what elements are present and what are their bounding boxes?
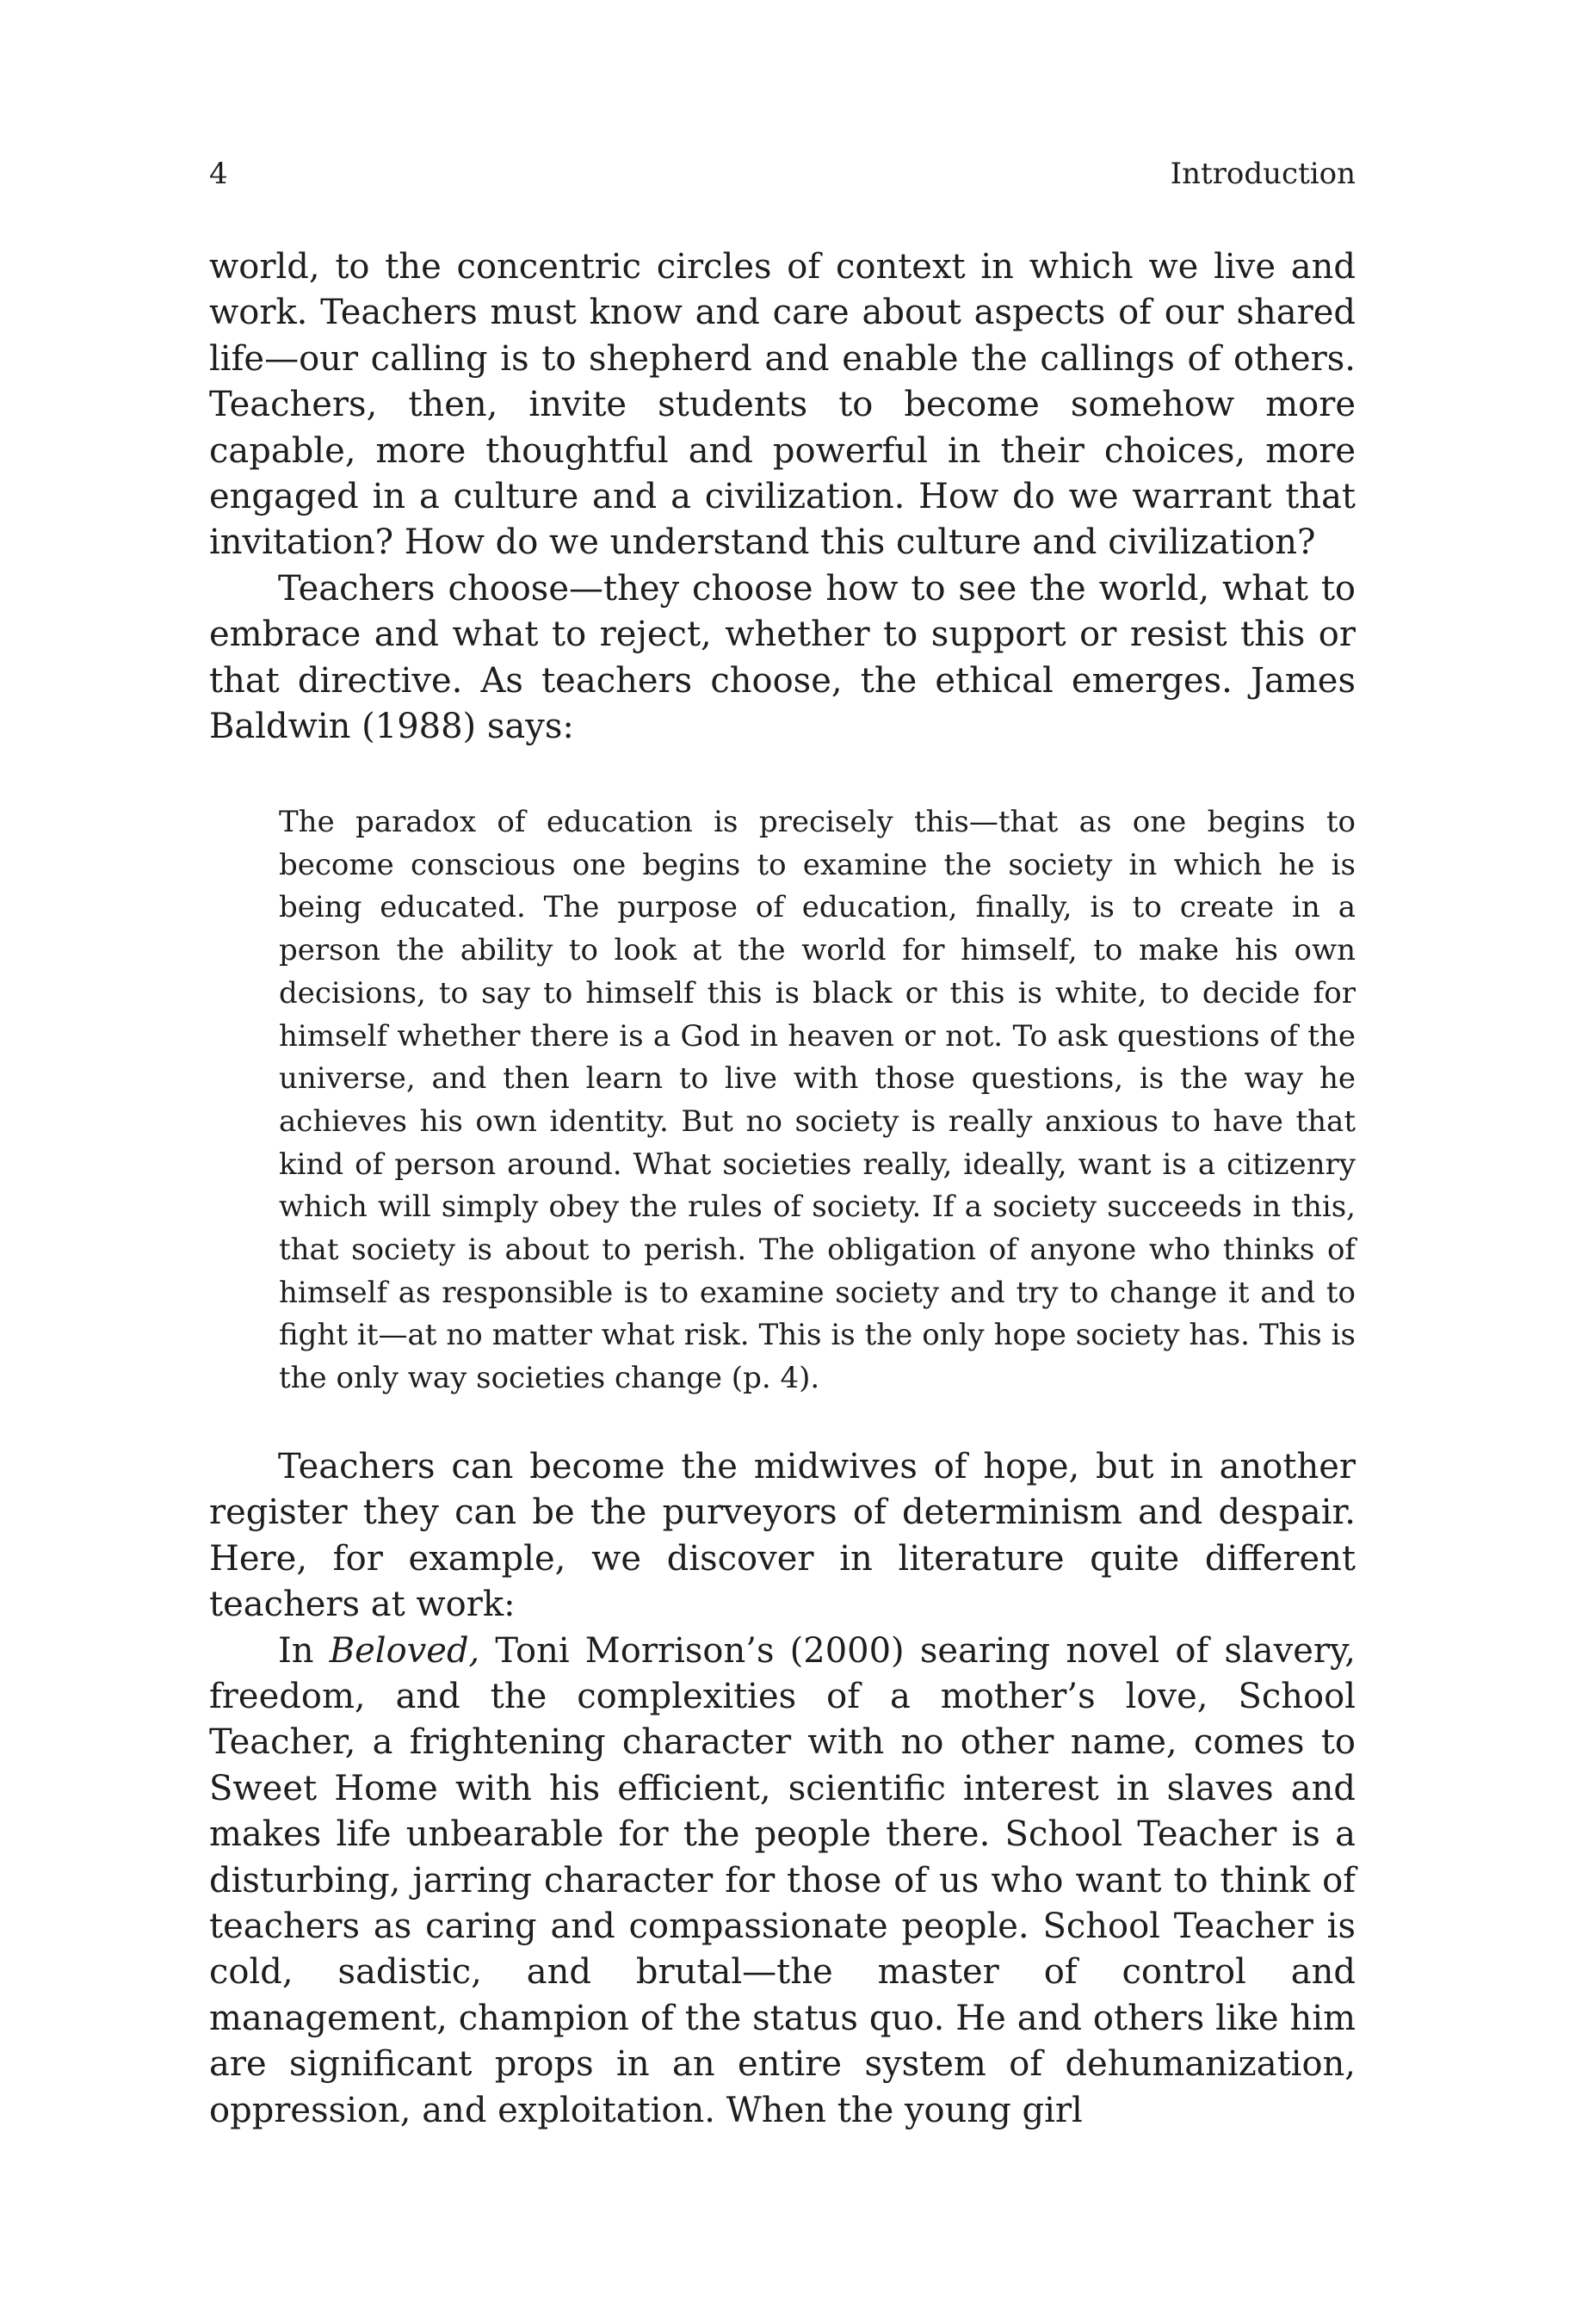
paragraph-midwives-of-hope: Teachers can become the midwives of hope, but in another register they can be the purveyors of determinism and despair. Here, for example, we discover in literature quite different teachers at work: <box>209 1447 1356 1625</box>
book-page <box>209 0 1356 2324</box>
beloved-lead-text: In <box>278 1630 330 1671</box>
page-number: 4 <box>209 157 228 191</box>
paragraph-teachers-choose: Teachers choose—they choose how to see the world, what to embrace and what to reject, whether to support or resist this or that directive. As teachers choose, the ethical emerges. James Baldwin (1988) says: <box>209 568 1356 747</box>
closing-text <box>209 1444 1356 2134</box>
running-head-title: Introduction <box>1170 157 1356 191</box>
opening-text <box>209 244 1356 750</box>
baldwin-block-quote: The paradox of education is precisely this—that as one begins to become conscious one begins to examine the society in which he is being educated. The purpose of education, finally, is to create in a person the ability to look at the world for himself, to make his own decisions, to say to himself this is black or this is white, to decide for himself whether there is a God in heaven or not. To ask questions of the universe, and then learn to live with those questions, is the way he achieves his own identity. But no society is really anxious to have that kind of person around. What societies really, ideally, want is a citizenry which will simply obey the rules of society. If a society succeeds in this, that society is about to perish. The obligation of anyone who thinks of himself as responsible is to examine society and try to change it and to fight it—at no matter what risk. This is the only hope society has. This is the only way societies change (p. 4). <box>279 805 1356 1396</box>
beloved-title: Beloved, <box>329 1630 480 1671</box>
paragraph-beloved <box>209 1629 1356 2134</box>
beloved-body-text: Toni Morrison’s (2000) searing novel of slavery, freedom, and the complexities of a mother’s love, School Teacher, a frightening character with no other name, comes to Sweet Home with his efficient, scientific interest in slaves and makes life unbearable for the people there. School Teacher is a disturbing, jarring character for those of us who want to think of teachers as caring and compassionate people. School Teacher is cold, sadistic, and brutal—the master of control and management, champion of the status quo. He and others like him are significant props in an entire system of dehumanization, oppression, and exploitation. When the young girl <box>209 1630 1356 2130</box>
paragraph-continued: world, to the concentric circles of context in which we live and work. Teachers must know and care about aspects of our shared life—our calling is to shepherd and enable the callings of others. Teachers, then, invite students to become somehow more capable, more thoughtful and powerful in their choices, more engaged in a culture and a civilization. How do we warrant that invitation? How do we understand this culture and civilization? <box>209 247 1356 563</box>
running-head <box>209 155 1356 193</box>
